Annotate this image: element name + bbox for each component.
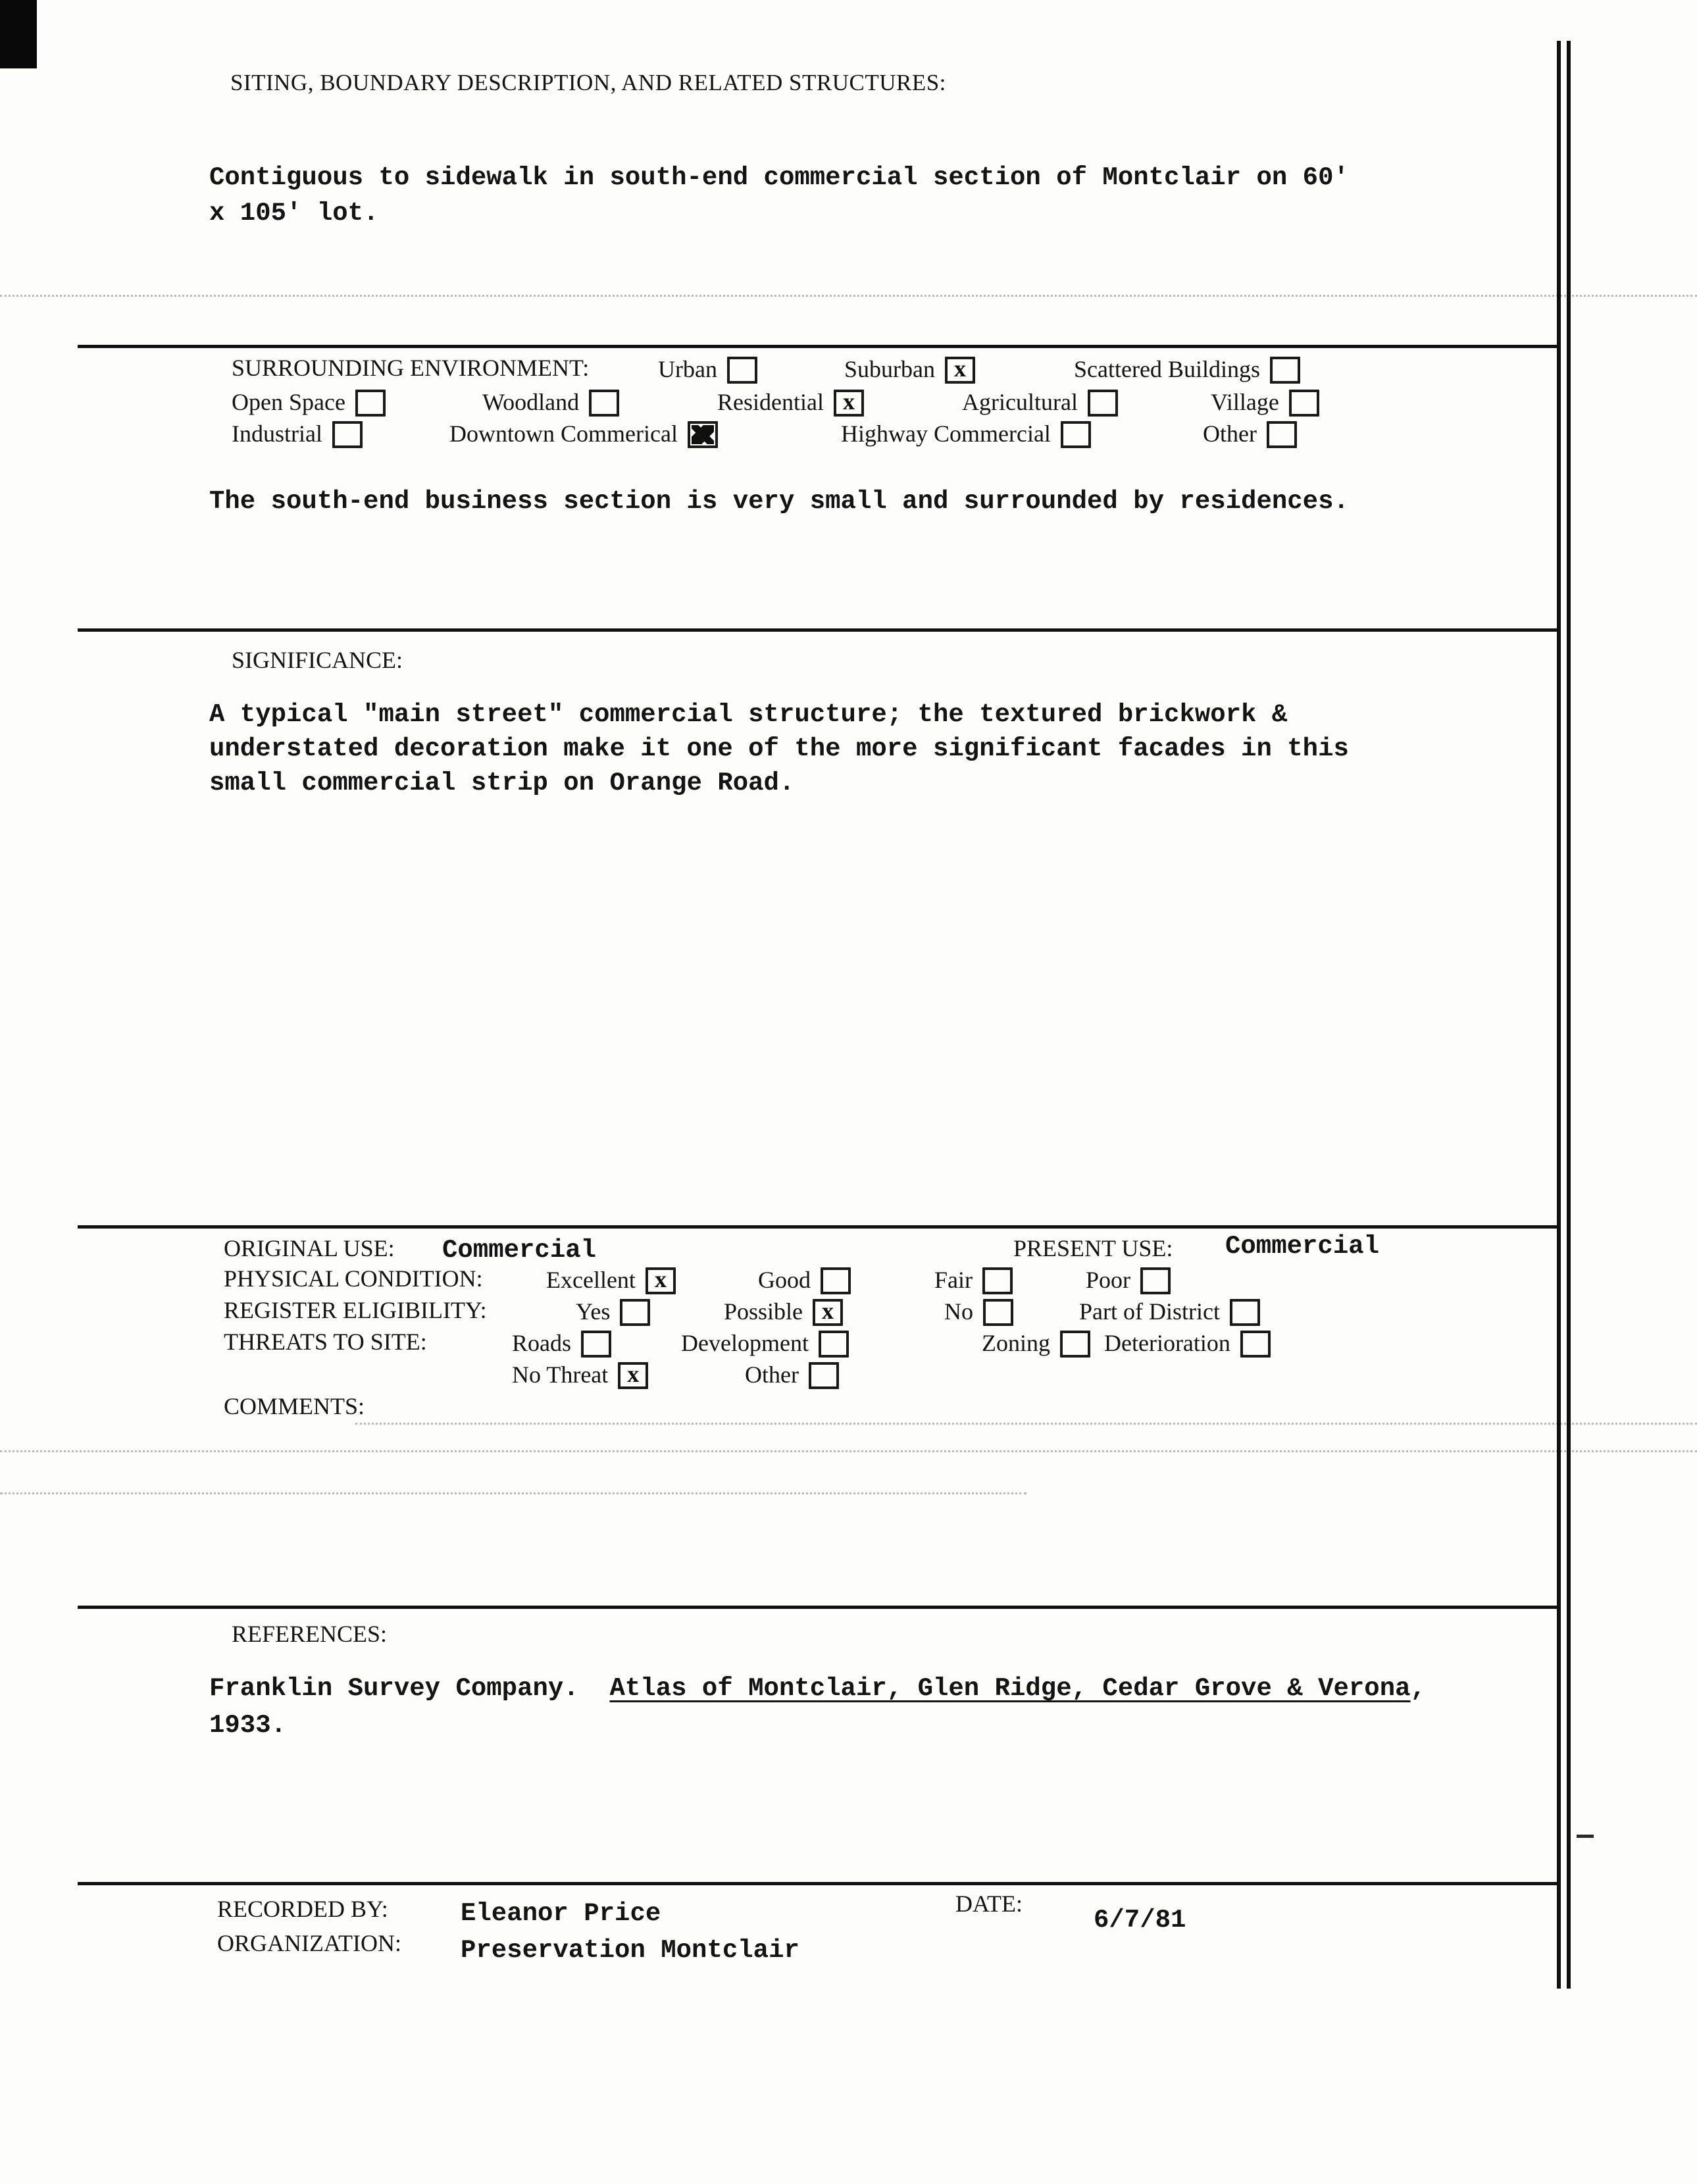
checkbox-label-no: No — [944, 1298, 973, 1325]
checkbox-label-development: Development — [681, 1329, 809, 1356]
checkbox-label-residential: Residential — [717, 388, 824, 415]
surrounding-environment-label: SURROUNDING ENVIRONMENT: — [232, 355, 590, 381]
checkbox-option-industrial — [232, 419, 363, 448]
checkbox-residential[interactable] — [834, 390, 864, 417]
recorded-by-label: RECORDED BY: — [217, 1896, 388, 1922]
checkbox-scattered-buildings[interactable] — [1270, 357, 1300, 384]
checkbox-option-threat-other — [745, 1359, 839, 1389]
original-use-label: ORIGINAL USE: — [224, 1235, 395, 1261]
date-label: DATE: — [955, 1891, 1023, 1917]
checkbox-label-highway-commercial: Highway Commercial — [841, 420, 1051, 447]
checkbox-option-open-space — [232, 387, 386, 417]
checkbox-urban[interactable] — [727, 357, 757, 384]
checkbox-option-part-of-district — [1079, 1296, 1260, 1326]
checkbox-option-fair — [934, 1265, 1013, 1294]
checkbox-label-scattered-buildings: Scattered Buildings — [1074, 355, 1260, 382]
siting-section-heading: SITING, BOUNDARY DESCRIPTION, AND RELATED STRUCTURES: — [230, 70, 946, 95]
references-label: REFERENCES: — [232, 1621, 388, 1647]
checkbox-open-space[interactable] — [355, 390, 386, 417]
checkbox-zoning[interactable] — [1060, 1331, 1090, 1358]
checkbox-option-highway-commercial — [841, 419, 1091, 448]
checkbox-option-possible — [724, 1296, 843, 1326]
present-use-value: Commercial — [1225, 1232, 1380, 1261]
checkbox-label-agricultural: Agricultural — [962, 388, 1078, 415]
checkbox-option-environment-other — [1203, 419, 1297, 448]
threats-row-2 — [0, 1359, 1553, 1394]
checkbox-poor[interactable] — [1140, 1267, 1171, 1294]
checkbox-label-industrial: Industrial — [232, 420, 322, 447]
significance-line2: understated decoration make it one of the more significant facades in this — [209, 734, 1349, 763]
checkbox-option-poor — [1086, 1265, 1171, 1294]
checkbox-good[interactable] — [821, 1267, 851, 1294]
surrounding-environment-row-2 — [0, 387, 1553, 421]
checkbox-label-good: Good — [758, 1266, 811, 1293]
checkbox-label-possible: Possible — [724, 1298, 803, 1325]
recorded-by-value: Eleanor Price — [461, 1899, 661, 1928]
checkbox-option-suburban — [844, 354, 975, 384]
use-row — [0, 1234, 1553, 1269]
checkbox-downtown-commerical[interactable] — [688, 421, 718, 448]
checkbox-deterioration[interactable] — [1240, 1331, 1271, 1358]
page-edge-vertical-rule — [1557, 41, 1571, 1989]
checkbox-yes[interactable] — [620, 1299, 650, 1326]
checkbox-label-yes: Yes — [576, 1298, 611, 1325]
references-citation-trailing: , — [1410, 1674, 1426, 1703]
checkbox-option-scattered-buildings — [1074, 354, 1300, 384]
section-divider — [78, 1606, 1558, 1609]
checkbox-fair[interactable] — [982, 1267, 1013, 1294]
checkbox-environment-other[interactable] — [1267, 421, 1297, 448]
register-eligibility-row — [0, 1296, 1553, 1331]
checkbox-label-village: Village — [1211, 388, 1279, 415]
surrounding-note: The south-end business section is very small and surrounded by residences. — [209, 487, 1349, 516]
section-divider — [78, 628, 1558, 632]
checkbox-roads[interactable] — [581, 1331, 611, 1358]
checkbox-label-part-of-district: Part of District — [1079, 1298, 1220, 1325]
checkbox-woodland[interactable] — [589, 390, 619, 417]
checkbox-possible[interactable] — [813, 1299, 843, 1326]
checkbox-option-village — [1211, 387, 1319, 417]
checkbox-option-agricultural — [962, 387, 1118, 417]
section-divider — [78, 1225, 1558, 1229]
checkbox-label-deterioration: Deterioration — [1104, 1329, 1230, 1356]
references-citation-author: Franklin Survey Company. — [209, 1674, 610, 1703]
checkbox-agricultural[interactable] — [1088, 390, 1118, 417]
organization-value: Preservation Montclair — [461, 1936, 799, 1965]
checkbox-option-no — [944, 1296, 1013, 1326]
checkbox-option-downtown-commerical — [449, 419, 718, 448]
checkbox-label-poor: Poor — [1086, 1266, 1131, 1293]
checkbox-label-woodland: Woodland — [482, 388, 580, 415]
checkbox-highway-commercial[interactable] — [1061, 421, 1091, 448]
checkbox-option-good — [758, 1265, 851, 1294]
faint-scan-line — [355, 1423, 1697, 1425]
siting-description-line1: Contiguous to sidewalk in south-end commercial section of Montclair on 60' — [209, 163, 1349, 192]
comments-label: COMMENTS: — [224, 1393, 365, 1419]
scan-corner-mark — [0, 0, 37, 68]
physical-condition-row — [0, 1265, 1553, 1299]
references-line1 — [209, 1671, 1426, 1706]
checkbox-option-urban — [658, 354, 757, 384]
checkbox-label-excellent: Excellent — [546, 1266, 636, 1293]
significance-label: SIGNIFICANCE: — [232, 647, 403, 673]
siting-description-line2: x 105' lot. — [209, 199, 379, 228]
checkbox-suburban[interactable] — [945, 357, 975, 384]
checkbox-option-development — [681, 1328, 849, 1358]
checkbox-label-open-space: Open Space — [232, 388, 345, 415]
checkbox-threat-other[interactable] — [809, 1362, 839, 1389]
faint-scan-line — [0, 295, 1697, 297]
checkbox-option-excellent — [546, 1265, 676, 1294]
checkbox-option-yes — [576, 1296, 650, 1326]
checkbox-option-deterioration — [1104, 1328, 1271, 1358]
date-value: 6/7/81 — [1094, 1906, 1186, 1935]
checkbox-village[interactable] — [1289, 390, 1319, 417]
significance-line1: A typical "main street" commercial structure; the textured brickwork & — [209, 700, 1288, 729]
original-use-value: Commercial — [442, 1236, 597, 1265]
section-divider — [78, 1882, 1558, 1885]
checkbox-option-roads — [512, 1328, 611, 1358]
checkbox-label-threat-other: Other — [745, 1361, 799, 1388]
checkbox-label-roads: Roads — [512, 1329, 571, 1356]
checkbox-label-suburban: Suburban — [844, 355, 935, 382]
faint-scan-line — [0, 1492, 1026, 1494]
checkbox-label-zoning: Zoning — [982, 1329, 1050, 1356]
physical-condition-label: PHYSICAL CONDITION: — [224, 1265, 483, 1292]
surrounding-environment-row-1 — [0, 354, 1553, 388]
threats-row-1 — [0, 1328, 1553, 1362]
checkbox-no[interactable] — [983, 1299, 1013, 1326]
surrounding-environment-row-3 — [0, 419, 1553, 453]
checkbox-label-no-threat: No Threat — [512, 1361, 609, 1388]
present-use-label: PRESENT USE: — [1013, 1235, 1173, 1261]
checkbox-option-no-threat — [512, 1359, 648, 1389]
threats-label: THREATS TO SITE: — [224, 1329, 427, 1355]
checkbox-option-residential — [717, 387, 864, 417]
checkbox-excellent[interactable] — [646, 1267, 676, 1294]
checkbox-part-of-district[interactable] — [1230, 1299, 1260, 1326]
checkbox-development[interactable] — [819, 1331, 849, 1358]
references-line2: 1933. — [209, 1711, 287, 1740]
checkbox-no-threat[interactable] — [618, 1362, 648, 1389]
checkbox-label-fair: Fair — [934, 1266, 973, 1293]
organization-label: ORGANIZATION: — [217, 1930, 401, 1956]
checkbox-option-woodland — [482, 387, 619, 417]
checkbox-industrial[interactable] — [332, 421, 363, 448]
references-citation-title: Atlas of Montclair, Glen Ridge, Cedar Grove & Verona — [609, 1674, 1411, 1703]
checkbox-label-downtown-commerical: Downtown Commerical — [449, 420, 678, 447]
significance-line3: small commercial strip on Orange Road. — [209, 769, 795, 798]
section-divider — [78, 345, 1558, 348]
checkbox-label-environment-other: Other — [1203, 420, 1257, 447]
register-eligibility-label: REGISTER ELIGIBILITY: — [224, 1297, 487, 1323]
faint-scan-line — [0, 1450, 1697, 1452]
stray-dash-mark — [1577, 1835, 1594, 1838]
checkbox-label-urban: Urban — [658, 355, 717, 382]
checkbox-option-zoning — [982, 1328, 1090, 1358]
